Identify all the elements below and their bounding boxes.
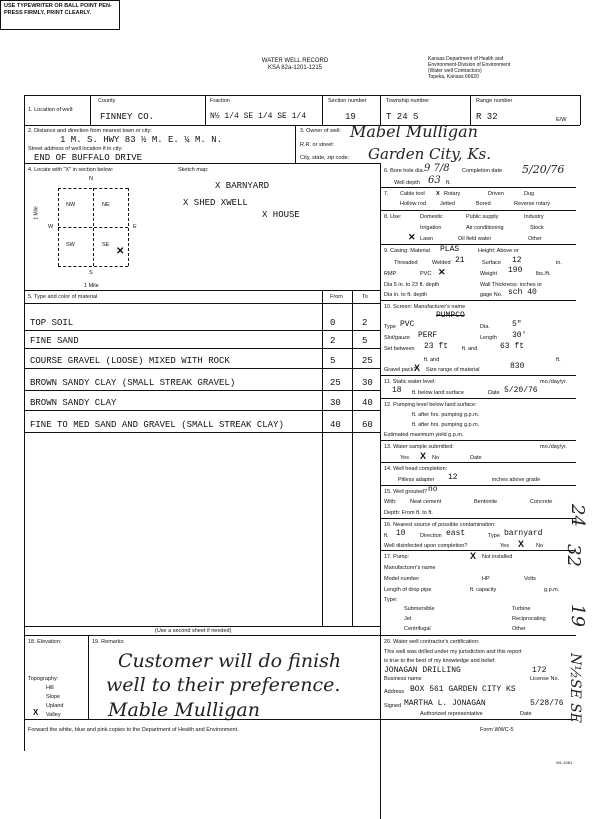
sample-label: 13. Water sample submitted: [384, 444, 454, 450]
grouted-neat: Neat cement [410, 499, 442, 505]
county-value: FINNEY CO. [100, 112, 155, 122]
casing-gage: sch 40 [508, 288, 537, 297]
instructions-text: USE TYPEWRITER OR BALL POINT PEN-PRESS FIRMLY, PRINT CLEARLY. [4, 3, 112, 16]
screen-length: 30' [512, 331, 527, 340]
casing-weight-unit: lbs./ft. [536, 271, 551, 277]
material-row-text: COURSE GRAVEL (LOOSE) MIXED WITH ROCK [30, 356, 230, 366]
margin-note-fraction: N½SE SE [566, 653, 583, 723]
casing-welded-value: 21 [455, 256, 465, 265]
cert-address: BOX 561 GARDEN CITY KS [410, 685, 516, 694]
sketch-item-house: X HOUSE [262, 210, 300, 220]
material-row-from: 2 [330, 336, 336, 346]
size-label: Size range of material [426, 367, 480, 373]
casing-weight: 190 [508, 266, 523, 275]
instructions-box [0, 0, 120, 30]
screen-manufacturer: PUMPCO [436, 311, 465, 320]
material-row-text: FINE TO MED SAND AND GRAVEL (SMALL STREAK CLAY) [30, 420, 284, 430]
use-domestic: Domestic [420, 214, 443, 220]
head-label: 14. Well head completion: [384, 466, 448, 472]
cert-license-label: License No. [530, 676, 560, 682]
grouted-label: 15. Well grouted? [384, 489, 428, 495]
fraction-value: N½ 1/4 SE 1/4 SE 1/4 [210, 112, 307, 121]
pumping-yield: Estimated maximum yield g.p.m. [384, 432, 464, 438]
pump-label: 17. Pump: [384, 554, 410, 560]
use-label: 8. Use: [384, 214, 402, 220]
agency-block [428, 56, 578, 80]
screen-dia: 5" [512, 320, 522, 329]
static-date: 5/20/76 [504, 386, 538, 395]
casing-surface: 12 [512, 256, 522, 265]
cert-date-label: Date [520, 711, 532, 717]
pump-capacity: ft. capacity [470, 587, 497, 593]
footer-forward: Forward the white, blue and pink copies to the Department of Health and Environment. [28, 727, 239, 733]
head-inches: inches above grade [492, 477, 541, 483]
screen-type: PVC [400, 320, 415, 329]
footer-form: Form WWC-5 [480, 727, 514, 733]
opt-reverse-rotary: Reverse rotary [514, 201, 551, 207]
sketch-label: Sketch map: [178, 167, 209, 173]
street-label: Street address of well location if in city: [28, 146, 123, 152]
pump-check: X [470, 551, 477, 561]
section-mark: ✕ [116, 246, 125, 257]
completion-date: 5/20/76 [522, 163, 565, 176]
remarks-line-1: Customer will do finish [118, 650, 342, 672]
casing-in: in. [556, 260, 562, 266]
use-public: Public supply [466, 214, 499, 220]
screen-slot: PERF [418, 331, 438, 340]
contam-no: No [536, 543, 544, 549]
footer-code: W1-1081 [556, 760, 573, 765]
bore-label: 6. Bore hole dia. [384, 168, 425, 174]
ew-label: E/W [556, 117, 567, 123]
casing-pvc: PVC [420, 271, 432, 277]
casing-welded: Welded [432, 260, 451, 266]
township-label: Township number [386, 98, 430, 104]
use-air: Air conditioning [466, 225, 504, 231]
head-value: 12 [448, 473, 458, 482]
remarks-label: 19. Remarks: [92, 639, 125, 645]
material-row-from: 40 [330, 420, 341, 430]
pump-jet: Jet [404, 616, 412, 622]
agency-line: Topeka, Kansas 66620 [428, 74, 479, 80]
grouted-concrete: Concrete [530, 499, 553, 505]
screen-set-from: 23 ft [424, 342, 449, 351]
material-row-rule [24, 432, 380, 433]
topo-valley: Valley [46, 712, 61, 718]
to-label: To [362, 294, 368, 300]
depth-unit: ft. [446, 180, 451, 186]
compass-n: N [89, 176, 93, 182]
casing-material: PLAS [440, 245, 460, 254]
opt-driven: Driven [488, 191, 504, 197]
remarks-line-2: well to their preference. [106, 674, 341, 696]
casing-label: 9. Casing: Material [384, 248, 430, 254]
contam-direction-label: Direction [420, 533, 442, 539]
owner-name: Mabel Mulligan [350, 122, 478, 141]
cert-business-label: Business name [384, 676, 422, 682]
pump-gpm: g.p.m. [544, 587, 560, 593]
owner-label: 3. Owner of well: [300, 128, 341, 134]
pump-type-label: Type: [384, 597, 398, 603]
remarks-line-3: Mable Mulligan [108, 699, 260, 721]
completion-label: Completion date [462, 168, 503, 174]
compass-w: W [48, 224, 54, 230]
topo-label: Topography: [28, 676, 59, 682]
pump-reciprocating: Reciprocating [512, 616, 546, 622]
sample-no: No [432, 455, 440, 461]
contam-yes: Yes [500, 543, 509, 549]
topo-hill: Hill [46, 685, 54, 691]
use-industry: Industry [524, 214, 544, 220]
material-label: 5. Type and color of material [28, 294, 98, 300]
cert-business: JONAGAN DRILLING [384, 666, 461, 675]
pump-drop: Length of drop pipe [384, 587, 432, 593]
cert-auth: Authorized representative [420, 711, 483, 717]
margin-note-township: 24 [566, 504, 588, 527]
casing-dia1: Dia 5 in. to 23 ft. depth [384, 282, 440, 288]
depth-value: 63 [428, 175, 441, 186]
grouted-value: no [428, 485, 438, 494]
margin-note-section: 19 [566, 604, 588, 627]
cert-address-label: Address [384, 689, 405, 695]
compass-e: E [133, 224, 137, 230]
quad-ne: NE [102, 202, 110, 208]
use-oil: Oil field water [458, 236, 492, 242]
static-label: 11. Static water level: [384, 379, 436, 385]
screen-type-label: Type [384, 324, 396, 330]
city-label: City, state, zip code: [300, 155, 350, 161]
material-row-to: 25 [362, 356, 373, 366]
contam-label: 16. Nearest source of possible contamination: [384, 522, 496, 528]
pump-volts: Volts [524, 576, 536, 582]
material-row-text: BROWN SANDY CLAY (SMALL STREAK GRAVEL) [30, 378, 236, 388]
material-row-rule [24, 330, 380, 331]
compass-s: S [89, 270, 93, 276]
static-value: 18 [392, 386, 402, 395]
form-header [240, 58, 350, 72]
contam-distance: 10 [396, 529, 406, 538]
from-label: From [330, 294, 343, 300]
rr-label: R.R. or street: [300, 142, 335, 148]
material-row-to: 5 [362, 336, 368, 346]
casing-wall: Wall Thickness: inches or [480, 282, 543, 288]
opt-hollow-rod: Hollow rod [400, 201, 426, 207]
use-other: Other [528, 236, 542, 242]
fraction-label: Fraction [210, 98, 230, 104]
pvc-check: ✕ [438, 267, 446, 277]
range-value: R 32 [476, 112, 498, 122]
contam-type: barnyard [504, 529, 543, 538]
section-grid [58, 188, 128, 266]
topo-upland: Upland [46, 703, 64, 709]
opt-rotary: Rotary [444, 191, 461, 197]
static-below: ft. below land surface [412, 390, 464, 396]
form-statute: KSA 82a-1201-1215 [267, 65, 323, 71]
size-value: 830 [510, 362, 525, 371]
bore-dia: 9 7/8 [424, 163, 450, 174]
casing-height: Height: Above or [478, 248, 519, 254]
material-row-text: FINE SAND [30, 336, 79, 346]
agency-line: (Water well Contractors) [428, 68, 482, 74]
screen-and: ft. and [462, 346, 478, 352]
pumping-line-2: ft. after hrs. pumping g.p.m. [412, 422, 480, 428]
casing-gage-label: gage No. [480, 292, 503, 298]
pumping-label: 12. Pumping level below land surface: [384, 402, 477, 408]
material-row-to: 60 [362, 420, 373, 430]
material-row-rule [24, 390, 380, 391]
material-row-from: 0 [330, 318, 336, 328]
cert-license: 172 [532, 666, 547, 675]
sketch-item-shed-well: X SHED XWELL [183, 198, 248, 208]
casing-surface-label: Surface [482, 260, 501, 266]
opt-dug: Dug [524, 191, 535, 197]
distance-label: 2. Distance and direction from nearest town or city: [28, 128, 152, 134]
grouted-with: With: [384, 499, 397, 505]
sample-check: X [420, 451, 427, 461]
topo-check: X [33, 708, 39, 717]
pump-turbine: Turbine [512, 606, 531, 612]
sketch-item-barnyard: X BARNYARD [215, 181, 270, 191]
casing-threaded: Threaded [394, 260, 418, 266]
casing-rmp: RMP [384, 271, 397, 277]
sample-units: mo./day/yr. [540, 444, 567, 450]
form-title: WATER WELL RECORD [261, 58, 329, 64]
pumping-line-1: ft. after hrs. pumping g.p.m. [412, 412, 480, 418]
topo-slope: Slope [46, 694, 61, 700]
static-date-label: Date [488, 390, 500, 396]
static-units: mo./day/yr. [540, 379, 567, 385]
cert-signed: MARTHA L. JONAGAN [404, 699, 486, 708]
gravel-check: X [414, 363, 421, 373]
depth-label: Well depth [394, 180, 420, 186]
use-irrigation: Irrigation [420, 225, 442, 231]
casing-weight-label: Weight [480, 271, 498, 277]
material-row-text: BROWN SANDY CLAY [30, 398, 117, 408]
screen-label: 10. Screen: Manufacturer's name [384, 304, 466, 310]
locate-label: 4. Locate with "X" in section below: [28, 167, 114, 173]
material-row-rule [24, 410, 380, 411]
township-value: T 24 S [386, 112, 419, 122]
pump-other: Other [512, 626, 526, 632]
cert-text-1: This well was drilled under my jurisdiction and this report [384, 649, 522, 655]
grouted-depth: Depth: From ft. to ft. [384, 510, 433, 516]
screen-length-label: Length [480, 335, 497, 341]
pump-manufacturer: Manufacturer's name [384, 565, 436, 571]
use-lawn: Lawn [420, 236, 434, 242]
pump-centrifugal: Centrifugal [404, 626, 431, 632]
elevation-label: 18. Elevation: [28, 639, 62, 645]
quad-sw: SW [66, 242, 75, 248]
contam-ft: ft. [384, 533, 389, 539]
material-row-to: 40 [362, 398, 373, 408]
cert-date: 5/28/76 [530, 699, 564, 708]
material-row-from: 5 [330, 356, 336, 366]
distance-value: 1 M. S. HWY 83 ½ M. E. ¼ M. N. [60, 135, 223, 145]
opt-bored: Bored [476, 201, 491, 207]
gravel-label: Gravel pack? [384, 367, 417, 373]
screen-ft: ft. [556, 357, 561, 363]
contam-type-label: Type [488, 533, 500, 539]
screen-slot-label: Slot/gauze [384, 335, 410, 341]
quad-se: SE [102, 242, 110, 248]
screen-ft-and: ft. and [424, 357, 440, 363]
street-value: END OF BUFFALO DRIVE [34, 153, 143, 163]
contam-disinfected: Well disinfected upon completion? [384, 543, 468, 549]
pump-model: Model number [384, 576, 420, 582]
screen-dia-label: Dia. [480, 324, 490, 330]
section-value: 19 [345, 112, 356, 122]
material-row-from: 25 [330, 378, 341, 388]
quad-nw: NW [66, 202, 76, 208]
screen-set-label: Set between [384, 346, 415, 352]
head-pitless: Pitless adapter [398, 477, 435, 483]
cert-text-2: is true to the best of my knowledge and belief. [384, 658, 496, 664]
opt-cable-tool: Cable tool [400, 191, 425, 197]
material-row-to: 2 [362, 318, 368, 328]
margin-note-range: 32 [562, 544, 584, 567]
item7-label: 7. [384, 191, 389, 197]
grouted-bentonite: Bentonite [474, 499, 498, 505]
contam-direction: east [446, 529, 466, 538]
cert-label: 20. Water well contractor's certification: [384, 639, 480, 645]
material-row-to: 30 [362, 378, 373, 388]
contam-check: X [518, 539, 525, 549]
use-check: ✕ [408, 232, 416, 242]
material-row-text: TOP SOIL [30, 318, 74, 328]
section-label: Section number [328, 98, 367, 104]
owner-city: Garden City, Ks. [368, 145, 491, 163]
item7-check: X [436, 191, 440, 197]
opt-jetted: Jetted [440, 201, 455, 207]
material-row-from: 30 [330, 398, 341, 408]
cert-signed-label: Signed [384, 703, 402, 709]
pump-hp: HP [482, 576, 490, 582]
location-label: 1. Location of well: [28, 107, 74, 113]
agency-line: Environment-Division of Environment [428, 62, 511, 68]
mile-horizontal: 1 Mile [84, 283, 99, 289]
screen-set-to: 63 ft [500, 342, 525, 351]
agency-line: Kansas Department of Health and [428, 56, 504, 62]
range-label: Range number [476, 98, 513, 104]
material-row-rule [24, 368, 380, 369]
use-stock: Stock [530, 225, 544, 231]
material-row-rule [24, 348, 380, 349]
sample-yes: Yes [400, 455, 409, 461]
pump-not-installed: Not installed [482, 554, 513, 560]
sample-date: Date [470, 455, 482, 461]
casing-dia2: Dia in. to ft. depth [384, 292, 428, 298]
pump-submersible: Submersible [404, 606, 435, 612]
county-label: County [98, 98, 116, 104]
mile-vertical: 1 Mile [33, 206, 40, 220]
material-footer: (Use a second sheet if needed) [155, 628, 232, 634]
